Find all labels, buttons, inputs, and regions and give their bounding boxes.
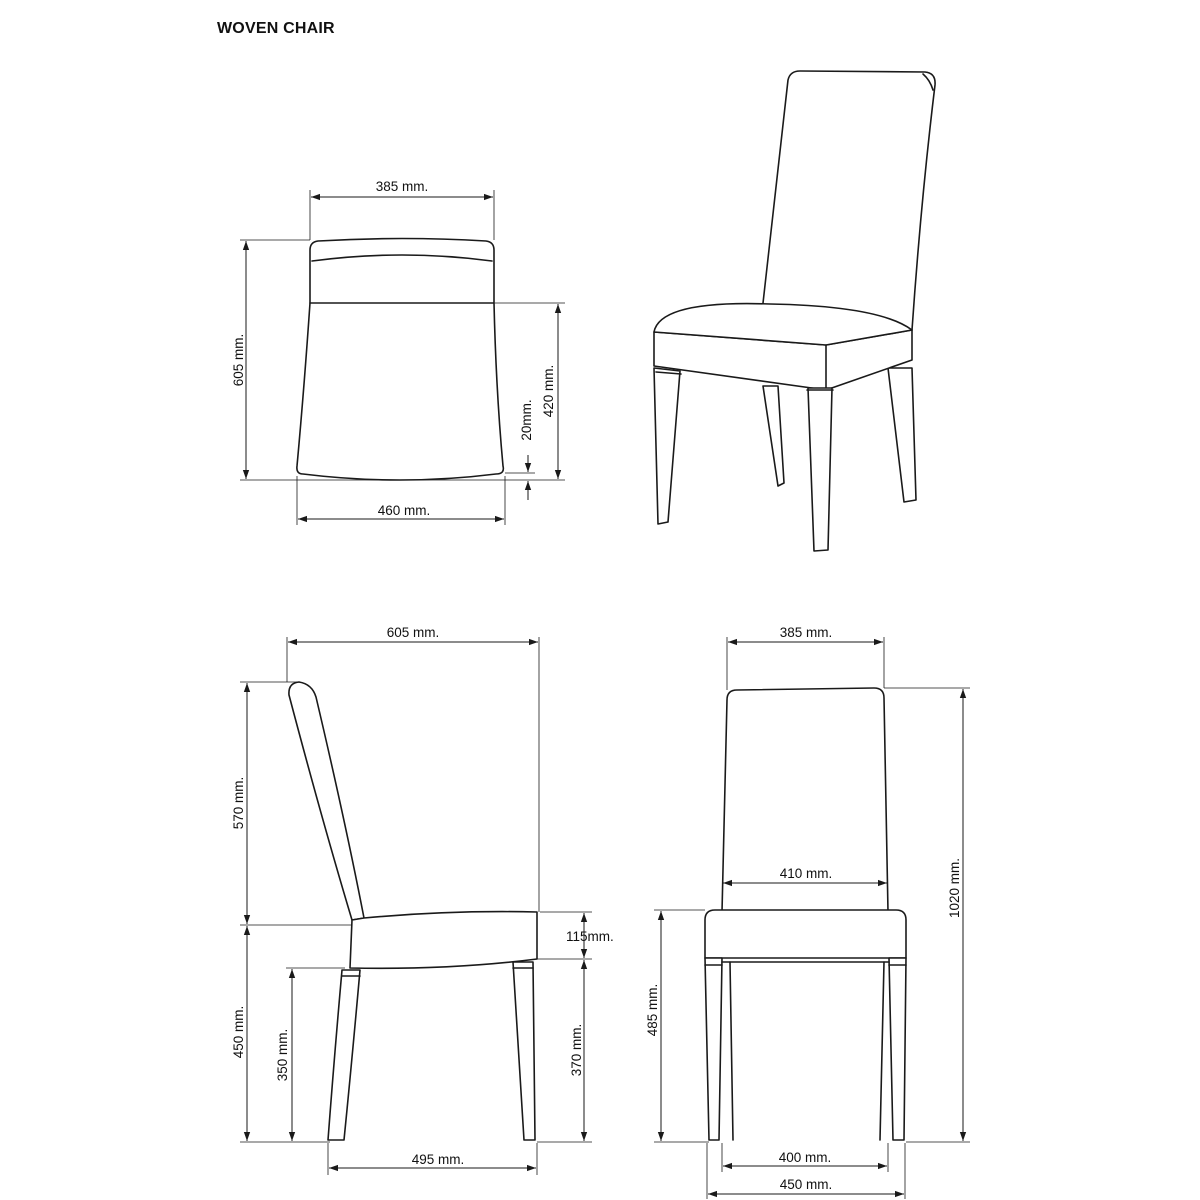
label-front-back-width: 385 mm. — [779, 625, 833, 640]
back-left-leg — [763, 386, 784, 486]
front-left-leg — [654, 368, 680, 524]
top-view-backrest-curve — [312, 255, 492, 261]
label-inner-width: 410 mm. — [779, 866, 833, 881]
label-seat-depth: 420 mm. — [541, 364, 556, 418]
top-view — [231, 179, 565, 525]
label-seat-cushion: 115mm. — [566, 929, 614, 944]
side-rear-leg — [328, 970, 360, 1140]
side-seat — [350, 912, 537, 969]
label-back-height: 570 mm. — [231, 776, 246, 830]
side-view — [231, 625, 614, 1175]
top-view-outline — [297, 239, 503, 481]
label-back-offset: 20mm. — [519, 399, 534, 441]
label-side-seat-height: 450 mm. — [231, 1005, 246, 1059]
front-seat — [705, 910, 906, 958]
side-backrest — [289, 682, 364, 920]
front-view — [645, 625, 970, 1199]
label-front-leg-span: 400 mm. — [778, 1150, 832, 1165]
front-right-leg — [808, 388, 832, 551]
back-right-leg — [888, 368, 916, 502]
perspective-view — [654, 71, 935, 551]
label-total-height: 1020 mm. — [947, 857, 962, 919]
side-front-leg — [513, 962, 535, 1140]
label-bottom-width: 460 mm. — [377, 503, 431, 518]
label-top-depth: 605 mm. — [231, 333, 246, 387]
label-side-depth: 605 mm. — [386, 625, 440, 640]
label-top-width: 385 mm. — [375, 179, 429, 194]
perspective-backrest — [762, 71, 935, 330]
front-left-leg-front — [705, 958, 722, 1140]
label-rear-leg: 370 mm. — [569, 1023, 584, 1077]
diagram-title: WOVEN CHAIR — [217, 20, 335, 37]
label-seat-width: 450 mm. — [779, 1177, 833, 1192]
front-right-leg-front — [889, 958, 906, 1140]
label-side-leg-span: 495 mm. — [411, 1152, 465, 1167]
label-front-seat-height: 485 mm. — [645, 983, 660, 1037]
label-front-leg: 350 mm. — [275, 1028, 290, 1082]
